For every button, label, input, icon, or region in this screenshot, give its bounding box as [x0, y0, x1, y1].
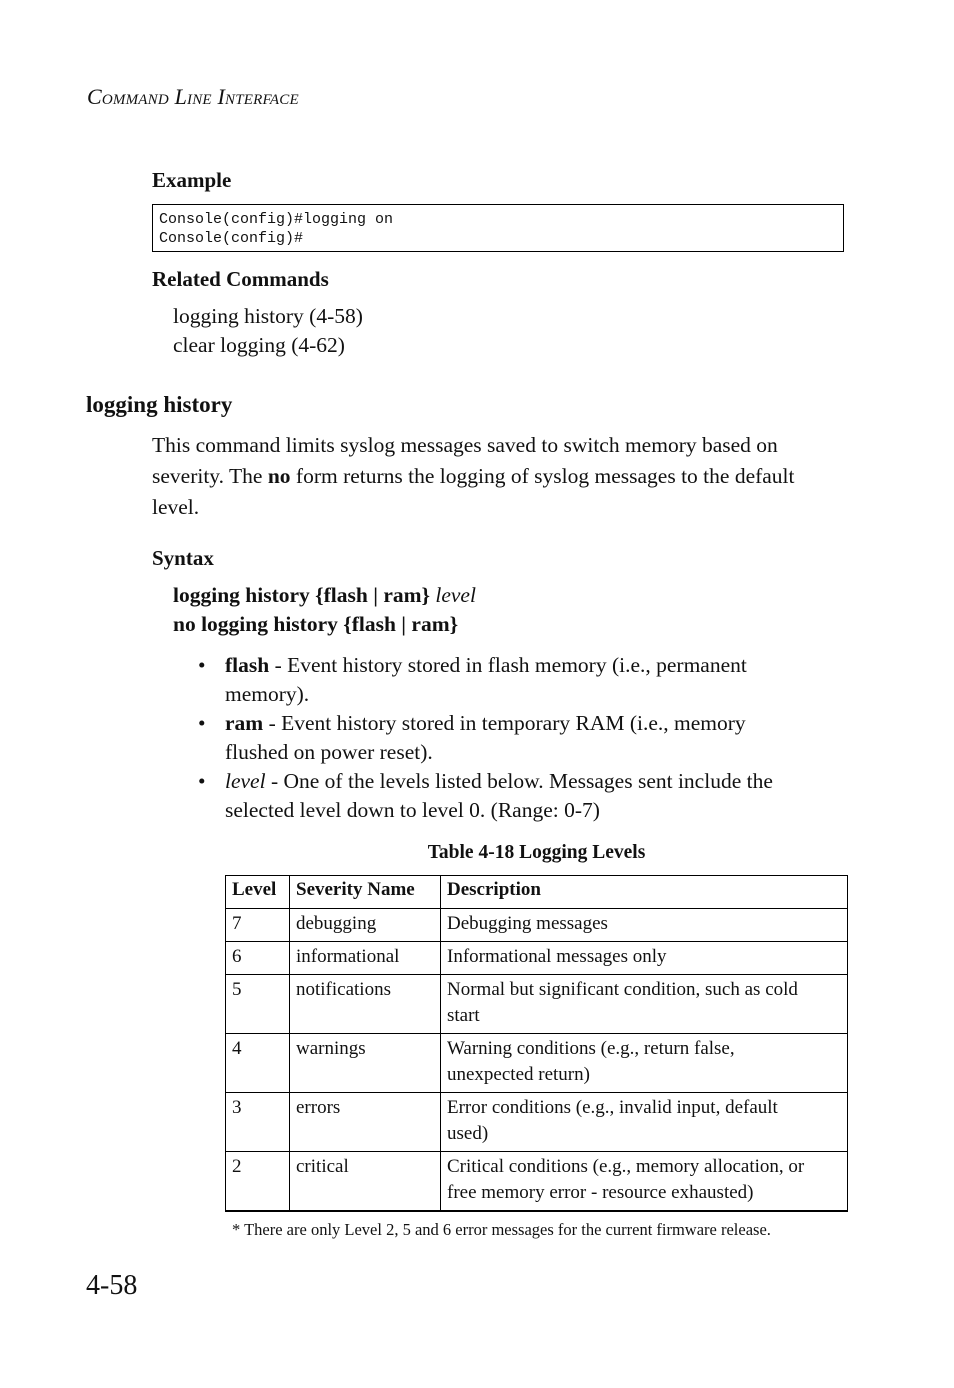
severity-cell: warnings	[290, 1034, 441, 1093]
bullet-icon: •	[198, 653, 206, 677]
code-example	[152, 204, 844, 252]
syntax-heading: Syntax	[152, 546, 214, 570]
parameter-term: level	[225, 769, 266, 793]
table-row	[226, 1093, 848, 1152]
logging-levels-table	[225, 875, 848, 1212]
severity-cell: informational	[290, 942, 441, 975]
table-header-row	[226, 876, 848, 909]
parameter-list	[198, 651, 838, 825]
syntax-line: no logging history {flash | ram}	[173, 612, 459, 636]
related-commands-heading: Related Commands	[152, 267, 329, 291]
related-command-link[interactable]: logging history (4-58)	[173, 304, 363, 328]
description-cell: Normal but significant condition, such as cold start	[441, 975, 848, 1034]
syntax-line: logging history {flash | ram} level	[173, 583, 476, 607]
syntax-block	[173, 581, 476, 639]
table-row	[226, 942, 848, 975]
parameter-term: flash	[225, 653, 270, 677]
level-cell: 4	[226, 1034, 290, 1093]
list-item: • flash - Event history stored in flash memory (i.e., permanent memory).	[198, 653, 747, 706]
level-cell: 3	[226, 1093, 290, 1152]
example-heading: Example	[152, 168, 232, 192]
table-row	[226, 1152, 848, 1212]
column-header: Description	[441, 876, 848, 909]
running-header: Command Line Interface	[87, 84, 299, 109]
code-line: Console(config)#	[159, 230, 304, 247]
level-cell: 7	[226, 909, 290, 942]
code-line: Console(config)#logging on	[159, 211, 394, 228]
page-number: 4-58	[86, 1270, 138, 1301]
description-cell: Error conditions (e.g., invalid input, default used)	[441, 1093, 848, 1152]
level-parameter: level	[435, 583, 476, 607]
parameter-term: ram	[225, 711, 264, 735]
table-caption: Table 4-18 Logging Levels	[427, 842, 646, 863]
command-description	[152, 430, 795, 523]
bullet-icon: •	[198, 711, 206, 735]
table-row	[226, 909, 848, 942]
severity-cell: notifications	[290, 975, 441, 1034]
description-cell: Debugging messages	[441, 909, 848, 942]
table-row	[226, 1034, 848, 1093]
table-row	[226, 975, 848, 1034]
bullet-icon: •	[198, 769, 206, 793]
description-line: severity. The no form returns the logging of syslog messages to the default	[152, 464, 795, 488]
description-cell: Critical conditions (e.g., memory allocation, or free memory error - resource exhausted)	[441, 1152, 848, 1212]
column-header: Level	[226, 876, 290, 909]
level-cell: 2	[226, 1152, 290, 1212]
severity-cell: debugging	[290, 909, 441, 942]
level-cell: 5	[226, 975, 290, 1034]
related-command-link[interactable]: clear logging (4-62)	[173, 333, 345, 357]
list-item: • ram - Event history stored in temporary RAM (i.e., memory flushed on power reset).	[198, 711, 746, 764]
severity-cell: errors	[290, 1093, 441, 1152]
description-cell: Warning conditions (e.g., return false, unexpected return)	[441, 1034, 848, 1093]
column-header: Severity Name	[290, 876, 441, 909]
table-footnote: * There are only Level 2, 5 and 6 error messages for the current firmware release.	[232, 1220, 771, 1239]
related-commands-list	[173, 302, 363, 360]
level-cell: 6	[226, 942, 290, 975]
description-line: level.	[152, 495, 200, 519]
description-cell: Informational messages only	[441, 942, 848, 975]
description-line: This command limits syslog messages saved to switch memory based on	[152, 433, 778, 457]
no-keyword: no	[267, 464, 291, 488]
list-item: • level - One of the levels listed below. Messages sent include the selected level down to level 0. (Range: 0-7)	[198, 769, 773, 822]
severity-cell: critical	[290, 1152, 441, 1212]
command-title: logging history	[86, 392, 233, 417]
